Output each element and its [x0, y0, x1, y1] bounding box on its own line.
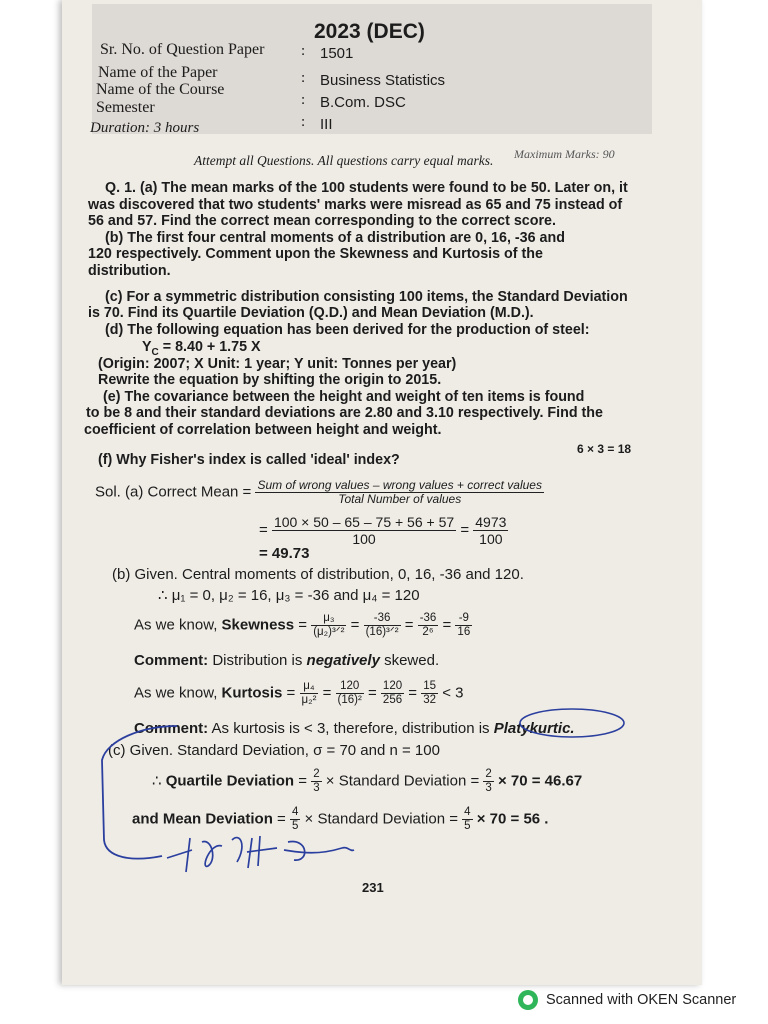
meta-sep: :	[301, 43, 306, 59]
meta-value-paper-name: Business Statistics	[320, 72, 446, 89]
q1a-line-1: Q. 1. (a) The mean marks of the 100 students were found to be 50. Later on, it	[105, 180, 628, 196]
page-number: 231	[362, 880, 384, 895]
q1d-line-3: (Origin: 2007; X Unit: 1 year; Y unit: Tonnes per year)	[98, 356, 457, 372]
skewness-line: As we know, Skewness = $\frac{\text{μ₃}}{\text{(μ₂)³ᐟ²}}$ = $\frac{-36}{\text{(16)³ᐟ²}}$ = $\frac{-36}{\text{2⁶}}$ = $\frac{-9}{16}$	[134, 612, 471, 638]
duration: Duration: 3 hours	[90, 120, 200, 136]
q1c-line-1: (c) For a symmetric distribution consisting 100 items, the Standard Deviation	[105, 289, 628, 305]
exam-year: 2023 (DEC)	[314, 20, 425, 43]
q1a-line-3: 56 and 57. Find the correct mean corresponding to the correct score.	[88, 213, 556, 229]
q1b-line-1: (b) The first four central moments of a distribution are 0, 16, -36 and	[105, 230, 565, 246]
sol-b-given: (b) Given. Central moments of distribution, 0, 16, -36 and 120.	[112, 566, 524, 583]
q1b-line-3: distribution.	[88, 263, 171, 279]
meta-sep: :	[301, 92, 306, 108]
pen-bracket	[102, 726, 177, 859]
pen-annotations	[62, 0, 702, 985]
oken-logo-icon	[518, 990, 538, 1010]
q1d-line-1: (d) The following equation has been derived for the production of steel:	[105, 322, 590, 338]
q1a-line-2: was discovered that two students' marks were misread as 65 and 75 instead of	[88, 197, 623, 213]
q1e-line-2: to be 8 and their standard deviations are 2.80 and 3.10 respectively. Find the	[86, 405, 603, 421]
q1b-line-2: 120 respectively. Comment upon the Skewness and Kurtosis of the	[88, 246, 543, 262]
q1f: (f) Why Fisher's index is called 'ideal' index?	[98, 452, 400, 468]
meta-value-paper-no: 1501	[320, 45, 354, 62]
max-marks: Maximum Marks: 90	[514, 147, 615, 161]
scanned-page	[62, 0, 702, 985]
quartile-deviation-line: ∴ Quartile Deviation = $\frac{2}{3}$ × Standard Deviation = $\frac{2}{3}$ × 70 = 46.67	[152, 768, 583, 794]
meta-label-paper-no: Sr. No. of Question Paper	[100, 41, 265, 58]
kurtosis-line: As we know, Kurtosis = $\frac{\text{μ₄}}{\text{μ₂²}}$ = $\frac{120}{\text{(16)²}}$ = $\frac{120}{256}$ = $\frac{15}{32}$ < 3	[134, 680, 464, 706]
mean-deviation-line: and Mean Deviation = $\frac{4}{5}$ × Standard Deviation = $\frac{4}{5}$ × 70 = 56 .	[132, 806, 549, 832]
scanner-watermark	[518, 990, 736, 1010]
meta-label-course: Name of the Course	[96, 81, 225, 98]
comment-kurtosis: Comment: As kurtosis is < 3, therefore, distribution is Platykurtic.	[134, 720, 575, 737]
sol-b-moments: ∴ μ₁ = 0, μ₂ = 16, μ₃ = -36 and μ₄ = 120	[158, 587, 420, 604]
q1c-line-2: is 70. Find its Quartile Deviation (Q.D.) and Mean Deviation (M.D.).	[88, 305, 534, 321]
meta-label-semester: Semester	[96, 99, 155, 116]
meta-label-paper-name: Name of the Paper	[98, 64, 218, 81]
q1d-equation: $Y_C = 8.40 + 1.75$ X	[142, 339, 261, 358]
scanner-watermark-text: Scanned with OKEN Scanner	[546, 992, 737, 1008]
q1d-line-4: Rewrite the equation by shifting the origin to 2015.	[98, 372, 442, 388]
meta-value-semester: III	[320, 116, 333, 133]
pen-signature	[167, 836, 354, 872]
pen-circle-platykurtic	[520, 709, 624, 737]
q1e-line-3: coefficient of correlation between height and weight.	[84, 422, 442, 438]
sol-a-formula: Sol. (a) Correct Mean = $\frac{\text{Sum of wrong values – wrong values + correct values}}{\text{Total Number of values}}$	[95, 478, 542, 506]
meta-value-course: B.Com. DSC	[320, 94, 406, 111]
comment-skewness: Comment: Distribution is negatively skewed.	[134, 652, 440, 669]
mean-formula-fraction: $\frac{\text{Sum of wrong values – wrong values + correct values}}{\text{Total Number of values}}$	[257, 478, 542, 506]
instructions: Attempt all Questions. All questions carry equal marks.	[194, 153, 494, 168]
meta-sep: :	[301, 114, 306, 130]
sol-c-given: (c) Given. Standard Deviation, σ = 70 and n = 100	[108, 742, 440, 759]
q1-marks: 6 × 3 = 18	[577, 442, 632, 456]
meta-sep: :	[301, 70, 306, 86]
sol-a-calc: = $\frac{100 \times 50 - 65 - 75 + 56 + 57}{100}$ = $\frac{4973}{100}$	[259, 514, 507, 547]
sol-a-result: = 49.73	[259, 545, 310, 562]
q1e-line-1: (e) The covariance between the height and weight of ten items is found	[103, 389, 585, 405]
